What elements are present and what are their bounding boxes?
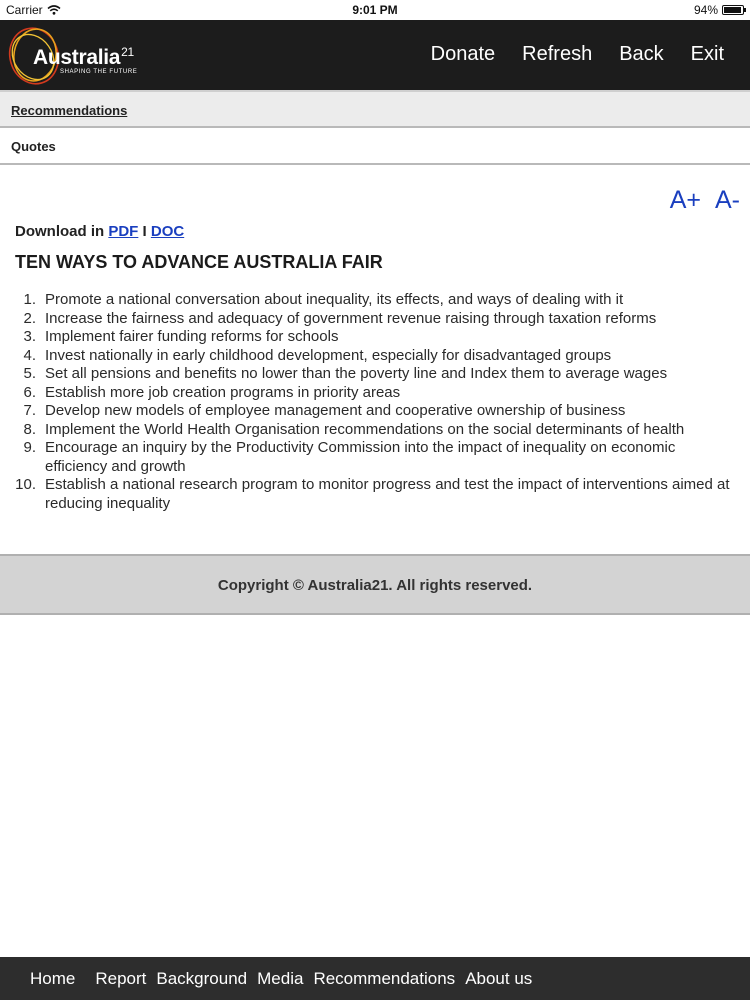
item-number: 1. [23, 291, 36, 308]
font-decrease-button[interactable]: A- [715, 186, 740, 214]
item-number: 10. [15, 476, 36, 493]
item-number: 3. [23, 328, 36, 345]
bottom-nav-items [30, 969, 542, 989]
status-right [694, 3, 744, 17]
list-item [14, 310, 734, 329]
font-size-controls [670, 186, 740, 215]
font-increase-button[interactable]: A+ [669, 186, 701, 214]
item-text: Establish more job creation programs in priority areas [45, 383, 401, 401]
logo-superscript: 21 [121, 45, 134, 59]
download-prefix: Download in [15, 223, 105, 240]
pdf-link[interactable]: PDF [108, 223, 139, 240]
logo-wordmark [33, 45, 134, 70]
bottom-nav-background[interactable]: Background [156, 969, 248, 988]
list-item [14, 328, 734, 347]
bottom-nav [0, 957, 750, 1000]
item-text: Implement the World Health Organisation recommendations on the social determinants of health [45, 420, 685, 438]
item-text: Promote a national conversation about inequality, its effects, and ways of dealing with it [45, 291, 624, 308]
bottom-nav-about-us[interactable]: About us [465, 969, 533, 988]
bottom-nav-recommendations[interactable]: Recommendations [313, 969, 456, 988]
list-item [14, 402, 734, 421]
item-number: 9. [23, 439, 36, 456]
item-number: 7. [23, 402, 36, 419]
logo-text: Australia [33, 46, 121, 69]
item-number: 5. [23, 365, 36, 382]
bottom-nav-media[interactable]: Media [257, 969, 304, 988]
item-text: Encourage an inquiry by the Productivity Commission into the impact of inequality on economic efficiency and growth [45, 439, 676, 475]
list-item [14, 291, 734, 310]
item-text: Increase the fairness and adequacy of government revenue raising through taxation reforms [45, 309, 657, 327]
doc-link[interactable]: DOC [150, 223, 185, 240]
item-number: 8. [23, 420, 36, 438]
battery-percent: 94% [693, 3, 718, 17]
battery-fill [724, 7, 741, 13]
refresh-button[interactable]: Refresh [522, 43, 593, 65]
list-item [14, 439, 734, 476]
tab-quotes[interactable] [0, 128, 750, 165]
item-text: Establish a national research program to monitor progress and test the impact of interventions aimed at reducing inequality [45, 476, 730, 512]
list-item [14, 476, 734, 513]
recommendations-list [14, 291, 734, 513]
donate-button[interactable]: Donate [430, 43, 496, 65]
item-number: 4. [23, 346, 36, 364]
exit-button[interactable]: Exit [690, 43, 724, 65]
australia21-logo [6, 22, 146, 88]
list-item [14, 347, 734, 366]
download-line [15, 223, 184, 240]
item-number: 6. [23, 383, 36, 401]
bottom-nav-home[interactable]: Home [30, 969, 76, 988]
list-item [14, 384, 734, 403]
item-text: Implement fairer funding reforms for schools [45, 328, 339, 345]
download-separator: I [142, 223, 147, 240]
copyright-text: Copyright © Australia21. All rights reserved. [217, 577, 533, 594]
list-item [14, 365, 734, 384]
tab-recommendations-label[interactable]: Recommendations [11, 103, 128, 118]
carrier-label: Carrier [6, 3, 43, 17]
app-header [0, 20, 750, 90]
page-title: TEN WAYS TO ADVANCE AUSTRALIA FAIR [15, 252, 383, 272]
status-time: 9:01 PM [352, 3, 398, 17]
tab-quotes-label[interactable]: Quotes [11, 139, 56, 154]
copyright-band [0, 554, 750, 615]
top-nav [404, 43, 724, 66]
battery-icon [722, 5, 744, 15]
tab-recommendations[interactable] [0, 90, 750, 128]
status-bar [0, 0, 750, 20]
bottom-nav-report[interactable]: Report [95, 969, 147, 988]
list-item [14, 421, 734, 440]
item-text: Set all pensions and benefits no lower than the poverty line and Index them to average wages [45, 365, 668, 382]
item-number: 2. [23, 309, 36, 327]
logo-tagline: SHAPING THE FUTURE [60, 69, 138, 75]
back-button[interactable]: Back [619, 43, 664, 65]
item-text: Invest nationally in early childhood development, especially for disadvantaged groups [45, 346, 612, 364]
item-text: Develop new models of employee management and cooperative ownership of business [45, 402, 626, 419]
